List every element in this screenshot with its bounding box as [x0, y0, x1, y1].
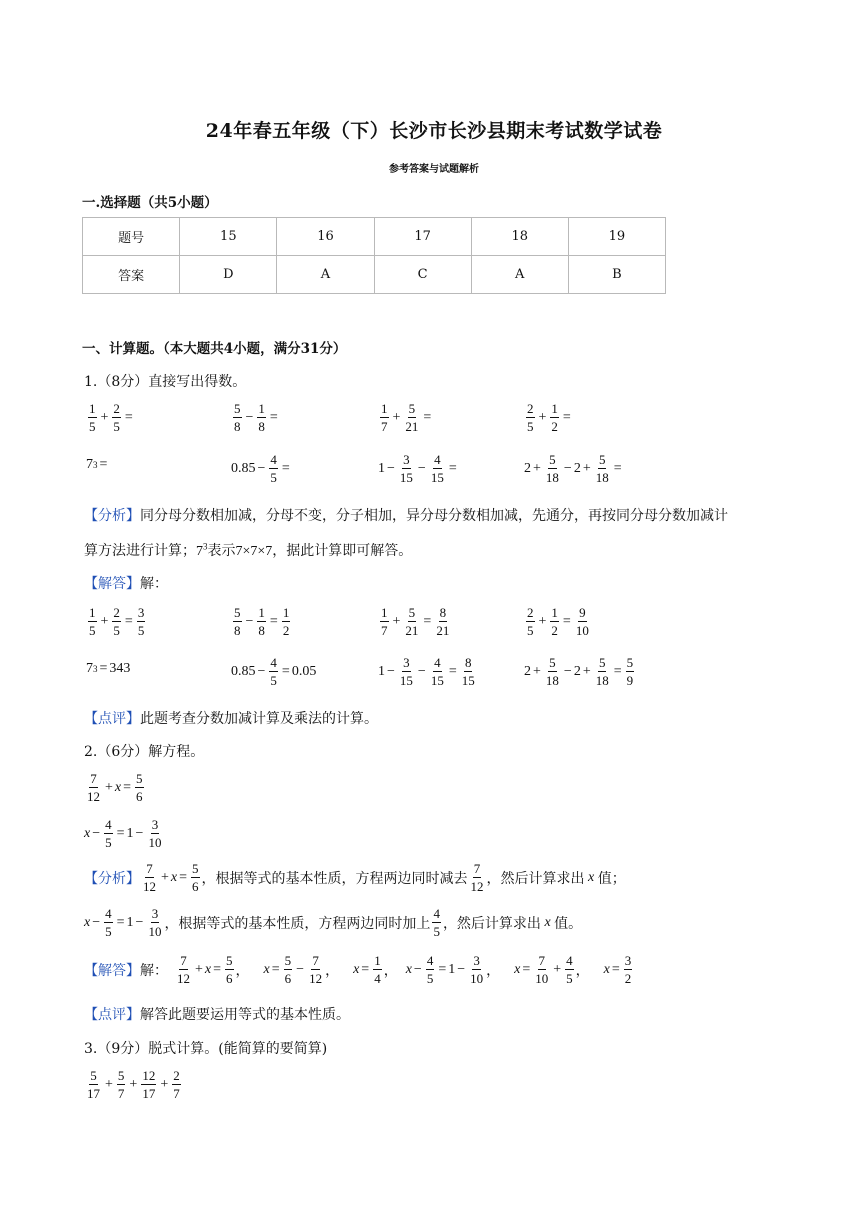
q2-answer: 【解答】 解： 7 12 + x = $\frac{5}{6}$ ， x = $\frac{5}{6}$ − $\frac{7}{12}$ ， x = $\frac{1}{4}$ ， x − $\frac{4}{5}$ = 1 − $\frac{3}{10}$ ， x = $\frac{7}{10}$ + $\frac{4}{5}$ ， x = $\frac{3}{2}$	[84, 954, 634, 985]
table-cell: 17	[374, 218, 471, 256]
q2-sol-2: x = $\frac{5}{6}$ − $\frac{7}{12}$ ，	[263, 953, 340, 986]
q1-analysis-line2: 算方法进行计算；$7^3$表示7×7×7，据此计算即可解答。	[84, 541, 413, 559]
table-cell: 16	[277, 218, 374, 256]
q2-analysis-frac-2: 4 5	[433, 906, 440, 939]
q2-prompt: 2.（6分）解方程。	[84, 744, 205, 760]
table-row-label: 答案	[83, 256, 180, 294]
q2-sol-1: 7 12 + x = $\frac{5}{6}$ ，	[177, 953, 250, 986]
q2-eq-2: x − $\frac{4}{5}$ = 1 − $\frac{3}{10}$	[84, 817, 162, 850]
table-row	[83, 218, 666, 256]
table-cell: 18	[471, 218, 568, 256]
table-cell: A	[277, 256, 374, 294]
q1-sol-3: 1 7 + $\frac{5}{21}$ = $\frac{8}{21}$	[381, 605, 450, 638]
comment-tag: 【点评】	[84, 711, 140, 727]
q1-expr-3: 1 7 + $\frac{5}{21}$ =	[381, 401, 432, 434]
q1-comment: 【点评】此题考查分数加减计算及乘法的计算。	[84, 711, 378, 727]
section-calc-heading: 一、计算题。（本大题共4小题，满分31分）	[82, 341, 347, 357]
page-subtitle: 参考答案与试题解析	[389, 164, 479, 175]
q1-expr-7: 1 − $\frac{3}{15}$ − $\frac{4}{15}$ =	[378, 452, 457, 485]
q1-expr-5: 7 3 =	[86, 457, 108, 472]
q1-prompt: 1.（8分）直接写出得数。	[84, 374, 247, 390]
table-cell: C	[374, 256, 471, 294]
q2-sol-5: x = $\frac{7}{10}$ + $\frac{4}{5}$ ，	[514, 953, 590, 986]
section-choice-heading: 一.选择题（共5小题）	[82, 195, 218, 211]
q1-sol-1: 1 5 + $\frac{2}{5}$ = $\frac{3}{5}$	[89, 605, 145, 638]
q2-sol-3: x = $\frac{1}{4}$ ，	[353, 953, 398, 986]
q3-expr-1: 5 17 + $\frac{5}{7}$ + $\frac{12}{17}$ + $\frac{2}{7}$	[87, 1068, 180, 1101]
q3-prompt: 3.（9分）脱式计算。(能简算的要简算)	[84, 1041, 328, 1057]
q2-analysis-eq-1: 7 12 + x = $\frac{5}{6}$	[143, 861, 199, 894]
table-cell: B	[568, 256, 665, 294]
q2-analysis-line1: 【分析】 7 12 + x = $\frac{5}{6}$ ，根据等式的基本性质，方程两边同时减去 7 12 ，然后计算求出 x 值；	[84, 861, 626, 894]
q2-comment: 【点评】解答此题要运用等式的基本性质。	[84, 1007, 350, 1023]
table-cell: A	[471, 256, 568, 294]
q1-sol-2: 5 8 − $\frac{1}{8}$ = $\frac{1}{2}$	[234, 605, 290, 638]
answer-tag: 【解答】	[84, 962, 140, 979]
q1-expr-8: 2 + $\frac{5}{18}$ − 2 + $\frac{5}{18}$ =	[524, 452, 622, 485]
q1-answer-label: 【解答】解：	[84, 576, 168, 592]
answer-tag: 【解答】	[84, 576, 140, 592]
q2-eq-1: 7 12 + x = $\frac{5}{6}$	[87, 771, 143, 804]
q1-sol-7: 1 − $\frac{3}{15}$ − $\frac{4}{15}$ = $\frac{8}{15}$	[378, 655, 475, 688]
table-cell: 15	[180, 218, 277, 256]
table-cell: 19	[568, 218, 665, 256]
table-row-label: 题号	[83, 218, 180, 256]
comment-tag: 【点评】	[84, 1007, 140, 1023]
q2-sol-6: x = $\frac{3}{2}$	[603, 953, 632, 986]
q1-sol-8: 2 + $\frac{5}{18}$ − 2 + $\frac{5}{18}$ = $\frac{5}{9}$	[524, 655, 634, 688]
q1-sol-6: 0.85 − $\frac{4}{5}$ = 0.05	[231, 655, 317, 688]
q1-expr-6: 0.85 − $\frac{4}{5}$ =	[231, 452, 290, 485]
answer-table	[82, 217, 666, 294]
q1-sol-4: 2 5 + $\frac{1}{2}$ = $\frac{9}{10}$	[527, 605, 589, 638]
q2-analysis-eq-2: x − $\frac{4}{5}$ = 1 − $\frac{3}{10}$	[84, 906, 162, 939]
q1-analysis-line1: 【分析】同分母分数相加减，分母不变，分子相加，异分母分数相加减，先通分，再按同分母分数加减计	[84, 508, 728, 524]
page-title: 24年春五年级（下）长沙市长沙县期末考试数学试卷	[205, 120, 663, 142]
q1-expr-4: 2 5 + $\frac{1}{2}$ =	[527, 401, 571, 434]
analysis-tag: 【分析】	[84, 508, 140, 524]
q2-analysis-line2: x − $\frac{4}{5}$ = 1 − $\frac{3}{10}$ ，根据等式的基本性质，方程两边同时加上 4 5 ，然后计算求出 x 值。	[84, 906, 583, 939]
q1-expr-1: 1 5 + $\frac{2}{5}$ =	[89, 401, 133, 434]
q2-analysis-frac: 7 12	[470, 861, 484, 894]
table-row	[83, 256, 666, 294]
q1-sol-5: 7 3 = 343	[86, 661, 131, 676]
q2-sol-4: x − $\frac{4}{5}$ = 1 − $\frac{3}{10}$ ，	[405, 953, 501, 986]
analysis-tag: 【分析】	[84, 870, 140, 887]
table-cell: D	[180, 256, 277, 294]
q1-expr-2: 5 8 − $\frac{1}{8}$ =	[234, 401, 278, 434]
